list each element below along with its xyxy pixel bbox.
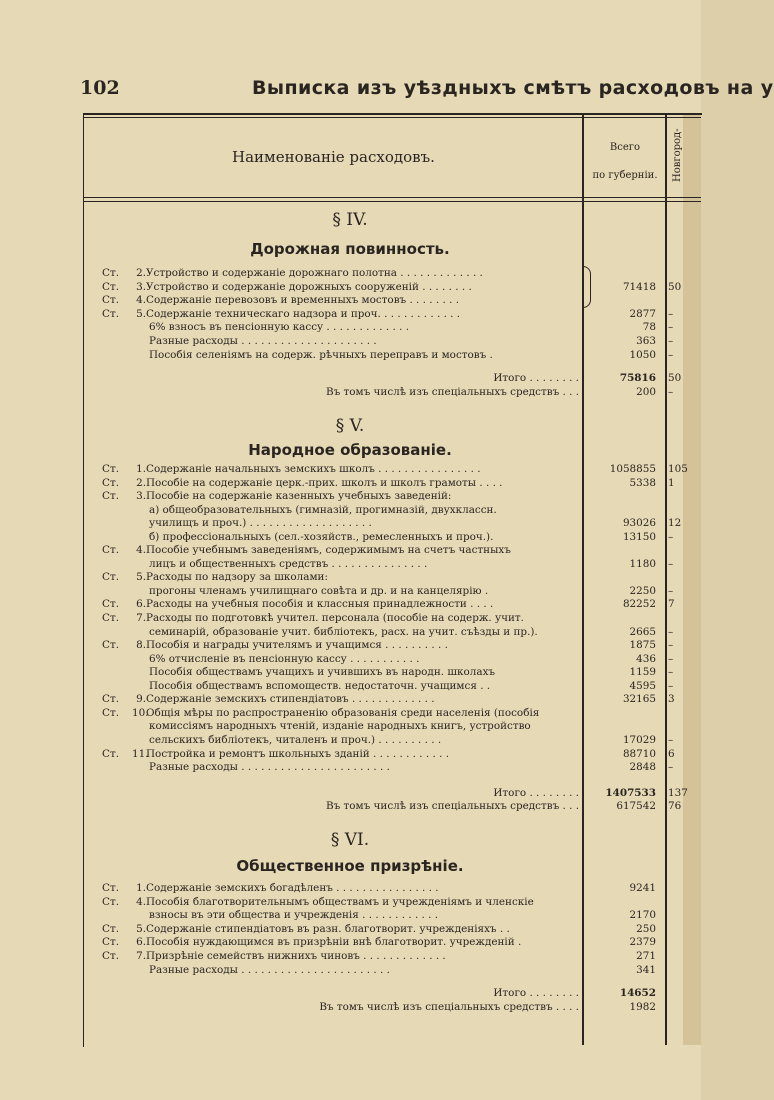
row-text: Пособія селеніямъ на содерж. рѣчныхъ переправъ и мостовъ . [149,349,493,361]
row-total-value: 71418 [622,281,656,293]
row-text: Итого . . . . . . . . [493,372,579,384]
row-article-number: 11. [132,748,149,760]
table-row [98,266,701,280]
row-article-label: Ст. [102,281,120,293]
row-region-value: 3 [668,693,675,705]
table-row [98,679,701,693]
table-row [98,543,701,557]
row-total-value: 341 [636,964,656,976]
table-row [98,584,701,598]
row-total-value: 2848 [629,761,656,773]
row-region-value: 7 [668,598,675,610]
row-text: Содержаніе земскихъ богадѣленъ . . . . . . . . . . . . . . . . [146,882,439,894]
table-row [98,570,701,584]
row-text: Расходы по подготовкѣ учител. персонала (пособіе на содерж. учит. [146,612,524,624]
row-total-value: 88710 [622,748,656,760]
page-number: 102 [80,77,120,99]
row-text: Разные расходы . . . . . . . . . . . . . . . . . . . . . . . [149,761,390,773]
table-row [98,293,701,307]
table-row [98,530,701,544]
row-article-label: Ст. [102,950,120,962]
row-article-number: 8. [136,639,146,651]
row-total-value: 436 [636,653,656,665]
row-total-value: 13150 [622,531,656,543]
row-region-value: – [668,680,674,692]
table-row [98,348,701,362]
row-text: прогоны членамъ училищнаго совѣта и др. и на канцелярію . [149,585,489,597]
page-title: Выписка изъ уѣздныхъ смѣтъ расходовъ на у [252,77,774,99]
section-title: Народное образованіе. [248,441,452,459]
row-total-value: 2877 [629,308,656,320]
section-number: § VI. [330,830,370,850]
row-text: училищъ и проч.) . . . . . . . . . . . . . . . . . . . [149,517,372,529]
row-article-number: 4. [136,544,146,556]
row-total-value: 200 [636,386,656,398]
row-text: Пособія обществамъ вспомоществ. недостаточн. учащимся . . [149,680,491,692]
row-region-value: – [668,639,674,651]
row-text: Расходы на учебныя пособія и классныя принадлежности . . . . [146,598,494,610]
row-article-number: 9. [136,693,146,705]
column-header-region: Новгород- [672,128,683,182]
row-text: б) профессіональныхъ (сел.-хозяйств., ремесленныхъ и проч.). [149,531,494,543]
row-total-value: 14652 [619,987,656,999]
row-article-label: Ст. [102,294,120,306]
row-region-value: – [668,734,674,746]
table-row [98,611,701,625]
row-text: Содержаніе стипендіатовъ въ разн. благотворит. учрежденіяхъ . . [146,923,510,935]
row-article-number: 6. [136,598,146,610]
section-title: Общественное призрѣніе. [236,857,464,875]
table-row [98,760,701,774]
row-region-value: 105 [668,463,688,475]
table-row [98,385,701,399]
row-total-value: 32165 [622,693,656,705]
row-total-value: 75816 [619,372,656,384]
row-text: Разные расходы . . . . . . . . . . . . . . . . . . . . . [149,335,377,347]
row-article-number: 5. [136,923,146,935]
row-article-label: Ст. [102,612,120,624]
row-region-value: – [668,335,674,347]
table-row [98,935,701,949]
column-header-total-line1: Всего [609,142,641,153]
table-row [98,371,701,385]
column-header-name: Наименованіе расходовъ. [232,148,435,166]
table-row [98,1000,701,1014]
row-article-label: Ст. [102,267,120,279]
table-row [98,963,701,977]
row-text: 6% отчисленіе въ пенсіонную кассу . . . . . . . . . . . [149,653,420,665]
table-row [98,489,701,503]
row-total-value: 78 [642,321,656,333]
table-row [98,597,701,611]
row-total-value: 617542 [616,800,656,812]
row-article-label: Ст. [102,477,120,489]
row-region-value: 50 [668,281,682,293]
row-text: Пособіе на содержаніе церк.-приx. школъ и школъ грамоты . . . . [146,477,503,489]
row-total-value: 1875 [629,639,656,651]
row-total-value: 2250 [629,585,656,597]
row-region-value: 50 [668,372,682,384]
row-text: Пособія обществамъ учащихъ и учившихъ въ народн. школахъ [149,666,496,678]
table-row [98,320,701,334]
row-total-value: 1159 [629,666,656,678]
row-region-value: 12 [668,517,682,529]
row-article-number: 7. [136,950,146,962]
row-text: Въ томъ числѣ изъ спеціальныхъ средствъ . . . [325,386,579,398]
row-article-number: 6. [136,936,146,948]
row-article-label: Ст. [102,882,120,894]
row-text: взносы въ эти общества и учрежденія . . . . . . . . . . . . [149,909,439,921]
table-row [98,652,701,666]
row-total-value: 1180 [629,558,656,570]
row-article-number: 3. [136,490,146,502]
row-article-label: Ст. [102,748,120,760]
row-total-value: 1050 [629,349,656,361]
table-row [98,895,701,909]
row-article-number: 3. [136,281,146,293]
table-row [98,462,701,476]
row-article-label: Ст. [102,490,120,502]
row-text: Расходы по надзору за школами: [146,571,328,583]
row-article-label: Ст. [102,598,120,610]
row-total-value: 9241 [629,882,656,894]
column-header-total-line2: по губерніи. [592,170,658,181]
row-text: Въ томъ числѣ изъ спеціальныхъ средствъ . . . . [319,1001,579,1013]
table-row [98,986,701,1000]
row-region-value: – [668,308,674,320]
row-text: Въ томъ числѣ изъ спеціальныхъ средствъ . . . [325,800,579,812]
row-text: Устройство и содержаніе дорожнаго полотна . . . . . . . . . . . . . [146,267,483,279]
row-total-value: 250 [636,923,656,935]
row-region-value: – [668,531,674,543]
row-total-value: 4595 [629,680,656,692]
table-row [98,307,701,321]
table-row [98,922,701,936]
row-region-value: – [668,585,674,597]
row-text: комиссіямъ народныхъ чтеній, изданіе народныхъ книгъ, устройство [149,720,531,732]
row-total-value: 82252 [622,598,656,610]
table-row [98,747,701,761]
table-row [98,692,701,706]
row-text: Призрѣніе семействъ нижнихъ чиновъ . . . . . . . . . . . . . [146,950,446,962]
row-region-value: – [668,386,674,398]
row-text: Итого . . . . . . . . [493,787,579,799]
table-row [98,949,701,963]
row-text: Содержаніе перевозовъ и временныхъ мостовъ . . . . . . . . [146,294,459,306]
table-row [98,881,701,895]
row-article-number: 7. [136,612,146,624]
header-separator [83,197,701,198]
row-text: а) общеобразовательныхъ (гимназій, прогимназій, двухклассн. [149,504,497,516]
row-total-value: 2170 [629,909,656,921]
row-text: Содержаніе земскихъ стипендіатовъ . . . . . . . . . . . . . [146,693,435,705]
row-text: Содержаніе начальныхъ земскихъ школъ . . . . . . . . . . . . . . . . [146,463,481,475]
table-row [98,908,701,922]
row-article-label: Ст. [102,639,120,651]
table-row [98,516,701,530]
row-region-value: – [668,653,674,665]
row-text: 6% взносъ въ пенсіонную кассу . . . . . . . . . . . . . [149,321,410,333]
row-region-value: – [668,626,674,638]
row-text: сельскихъ библіотекъ, читаленъ и проч.) . . . . . . . . . . [149,734,442,746]
row-article-label: Ст. [102,693,120,705]
row-total-value: 2379 [629,936,656,948]
section-number: § IV. [332,210,368,230]
row-region-value: – [668,761,674,773]
table-row [98,334,701,348]
row-article-number: 4. [136,294,146,306]
header-separator-double [83,201,701,202]
row-article-number: 5. [136,571,146,583]
row-total-value: 271 [636,950,656,962]
column-header-total [588,134,662,190]
table-row [98,476,701,490]
row-text: Общія мѣры по распространенію образованія среди населенія (пособія [146,707,540,719]
row-article-number: 2. [136,267,146,279]
row-total-value: 5338 [629,477,656,489]
row-total-value: 1407533 [605,787,656,799]
row-total-value: 1058855 [609,463,656,475]
table-row [98,719,701,733]
row-text: Устройство и содержаніе дорожныхъ сооруженій . . . . . . . . [146,281,472,293]
table-row [98,665,701,679]
row-article-number: 10. [132,707,149,719]
row-text: Содержаніе техническаго надзора и проч. . . . . . . . . . . . . [146,308,461,320]
table-row [98,638,701,652]
row-total-value: 2665 [629,626,656,638]
table-row [98,786,701,800]
row-article-label: Ст. [102,463,120,475]
row-text: Разные расходы . . . . . . . . . . . . . . . . . . . . . . . [149,964,390,976]
row-region-value: 6 [668,748,675,760]
row-text: Пособія нуждающимся въ призрѣніи внѣ благотворит. учрежденій . [146,936,522,948]
row-article-label: Ст. [102,936,120,948]
row-article-label: Ст. [102,923,120,935]
row-text: Итого . . . . . . . . [493,987,579,999]
row-region-value: – [668,558,674,570]
table-row [98,706,701,720]
row-article-label: Ст. [102,896,120,908]
row-article-number: 1. [136,463,146,475]
row-article-label: Ст. [102,571,120,583]
row-text: лицъ и общественныхъ средствъ . . . . . . . . . . . . . . . [149,558,428,570]
row-total-value: 93026 [622,517,656,529]
table-row [98,625,701,639]
row-text: Постройка и ремонтъ школьныхъ зданій . . . . . . . . . . . . [146,748,450,760]
table-row [98,799,701,813]
row-region-value: – [668,666,674,678]
table-row [98,503,701,517]
row-article-label: Ст. [102,308,120,320]
row-text: Пособія благотворительнымъ обществамъ и учрежденіямъ и членскіе [146,896,534,908]
row-total-value: 1982 [629,1001,656,1013]
table-row [98,557,701,571]
table-top-rule [83,117,701,118]
row-article-number: 2. [136,477,146,489]
table-row [98,280,701,294]
row-text: семинарій, образованіе учит. библіотекъ, расх. на учит. съѣзды и пр.). [149,626,538,638]
row-region-value: – [668,349,674,361]
row-region-value: 1 [668,477,675,489]
row-region-value: – [668,321,674,333]
row-article-label: Ст. [102,707,120,719]
table-row [98,733,701,747]
row-total-value: 17029 [622,734,656,746]
row-text: Пособіе учебнымъ заведеніямъ, содержимымъ на счетъ частныхъ [146,544,511,556]
row-article-number: 1. [136,882,146,894]
row-text: Пособія и награды учителямъ и учащимся . . . . . . . . . . [146,639,448,651]
row-region-value: 137 [668,787,688,799]
row-article-number: 5. [136,308,146,320]
row-region-value: 76 [668,800,682,812]
row-article-label: Ст. [102,544,120,556]
section-title: Дорожная повинность. [250,240,450,258]
row-total-value: 363 [636,335,656,347]
row-article-number: 4. [136,896,146,908]
row-text: Пособіе на содержаніе казенныхъ учебныхъ заведеній: [146,490,452,502]
section-number: § V. [335,416,365,436]
